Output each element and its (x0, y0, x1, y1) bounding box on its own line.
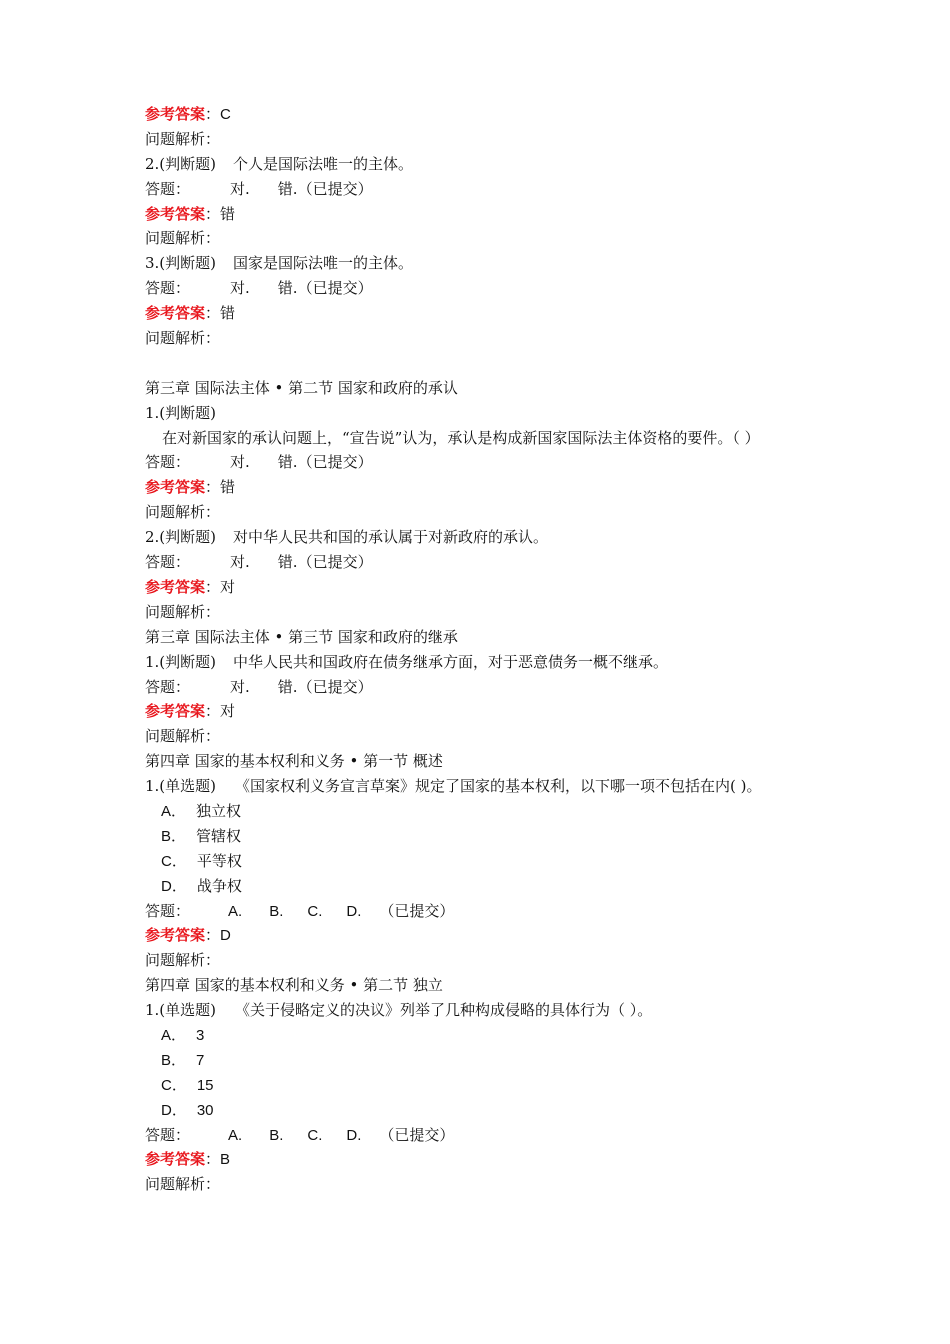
question-line (145, 525, 825, 550)
answer-option-c[interactable]: C. (307, 1126, 323, 1144)
submitted-status: （已提交） (297, 279, 373, 298)
question-text: 《关于侵略定义的决议》列举了几种构成侵略的具体行为（ ）。 (235, 1001, 653, 1020)
question-line (145, 251, 825, 276)
reference-answer-value: B (220, 1151, 231, 1169)
reference-answer-line: 参考答案：对 (145, 702, 236, 721)
answer-option-d[interactable]: D. (346, 1126, 362, 1144)
question-number: 1.(判断题) (145, 403, 217, 422)
answer-option-true[interactable]: 对. (230, 453, 250, 472)
answer-option-c[interactable]: C. (307, 902, 323, 920)
choice-option-c: C． 平等权 (161, 851, 242, 870)
reference-answer-value: C (220, 106, 231, 123)
answer-line: 答题： 对. 错.（已提交） (145, 553, 373, 572)
analysis-line: 问题解析： (145, 329, 221, 348)
reference-answer-value: D (220, 927, 231, 945)
choice-option-d: D． 30 (161, 1101, 214, 1119)
reference-answer-value: 错 (220, 478, 236, 497)
section-heading: 第四章 国家的基本权利和义务 • 第一节 概述 (145, 752, 443, 771)
answer-option-true[interactable]: 对. (230, 179, 250, 198)
reference-answer-value: 对 (220, 577, 236, 596)
question-line (145, 152, 825, 177)
question-line (145, 774, 825, 799)
choice-option-b: B． 管辖权 (161, 826, 242, 845)
reference-answer-value: 对 (220, 702, 236, 721)
answer-option-false[interactable]: 错. (277, 179, 298, 198)
answer-option-false[interactable]: 错. (277, 677, 298, 696)
question-line (145, 401, 825, 451)
analysis-line: 问题解析： (145, 602, 221, 621)
answer-line: 答题： A. B. C. D. （已提交） (145, 901, 455, 920)
submitted-status: （已提交） (297, 179, 373, 198)
reference-answer-line: 参考答案：错 (145, 304, 236, 323)
answer-option-d[interactable]: D. (346, 902, 362, 920)
answer-line: 答题： 对. 错.（已提交） (145, 179, 373, 198)
reference-answer-line: 参考答案：对 (145, 577, 236, 596)
question-line (145, 650, 825, 675)
choice-option-c: C． 15 (161, 1076, 214, 1094)
answer-line: 答题： A. B. C. D. （已提交） (145, 1125, 455, 1144)
submitted-status: （已提交） (379, 1125, 455, 1144)
reference-answer-value: 错 (220, 204, 236, 223)
submitted-status: （已提交） (297, 453, 373, 472)
answer-line: 答题： 对. 错.（已提交） (145, 677, 373, 696)
blank-line (145, 351, 825, 376)
question-text: 中华人民共和国政府在债务继承方面，对于恶意债务一概不继承。 (233, 652, 669, 671)
question-line (145, 998, 825, 1023)
question-text: 在对新国家的承认问题上，“宣告说”认为，承认是构成新国家国际法主体资格的要件。（ ） (162, 428, 760, 447)
question-number: 1.(单选题) (145, 1001, 217, 1020)
document-body (145, 102, 825, 1197)
section-heading: 第四章 国家的基本权利和义务 • 第二节 独立 (145, 976, 443, 995)
answer-option-true[interactable]: 对. (230, 279, 250, 298)
choice-option-a: A． 独立权 (161, 801, 242, 820)
answer-option-a[interactable]: A. (228, 902, 243, 920)
reference-answer-line: 参考答案：C (145, 105, 231, 123)
answer-line: 答题： 对. 错.（已提交） (145, 453, 373, 472)
choice-option-a: A． 3 (161, 1026, 205, 1044)
reference-answer-line: 参考答案：错 (145, 204, 236, 223)
submitted-status: （已提交） (297, 553, 373, 572)
analysis-line: 问题解析： (145, 229, 221, 248)
answer-option-b[interactable]: B. (269, 902, 284, 920)
answer-option-false[interactable]: 错. (277, 453, 298, 472)
question-text: 《国家权利义务宣言草案》规定了国家的基本权利，以下哪一项不包括在内( )。 (235, 777, 762, 796)
question-number: 1.(判断题) (145, 652, 217, 671)
answer-option-false[interactable]: 错. (277, 553, 298, 572)
analysis-line: 问题解析： (145, 951, 221, 970)
question-number: 2.(判断题) (145, 528, 217, 547)
question-number: 3.(判断题) (145, 254, 217, 273)
analysis-line: 问题解析： (145, 129, 221, 148)
analysis-line: 问题解析： (145, 727, 221, 746)
submitted-status: （已提交） (379, 901, 455, 920)
question-text: 国家是国际法唯一的主体。 (233, 254, 414, 273)
submitted-status: （已提交） (297, 677, 373, 696)
reference-answer-line: 参考答案：D (145, 926, 231, 945)
reference-answer-line: 参考答案：错 (145, 478, 236, 497)
section-heading: 第三章 国际法主体 • 第三节 国家和政府的继承 (145, 627, 458, 646)
question-number: 1.(单选题) (145, 777, 217, 796)
analysis-line: 问题解析： (145, 1175, 221, 1194)
answer-option-b[interactable]: B. (269, 1126, 284, 1144)
reference-answer-line: 参考答案：B (145, 1150, 231, 1169)
question-number: 2.(判断题) (145, 154, 217, 173)
reference-answer-value: 错 (220, 304, 236, 323)
answer-line: 答题： 对. 错.（已提交） (145, 279, 373, 298)
analysis-line: 问题解析： (145, 503, 221, 522)
answer-option-true[interactable]: 对. (230, 553, 250, 572)
answer-option-false[interactable]: 错. (277, 279, 298, 298)
choice-option-b: B． 7 (161, 1051, 205, 1069)
question-text: 个人是国际法唯一的主体。 (233, 154, 414, 173)
reference-answer-label: 参考答案 (145, 105, 206, 123)
answer-option-true[interactable]: 对. (230, 677, 250, 696)
section-heading: 第三章 国际法主体 • 第二节 国家和政府的承认 (145, 378, 458, 397)
question-text: 对中华人民共和国的承认属于对新政府的承认。 (233, 528, 549, 547)
choice-option-d: D． 战争权 (161, 876, 242, 895)
answer-option-a[interactable]: A. (228, 1126, 243, 1144)
